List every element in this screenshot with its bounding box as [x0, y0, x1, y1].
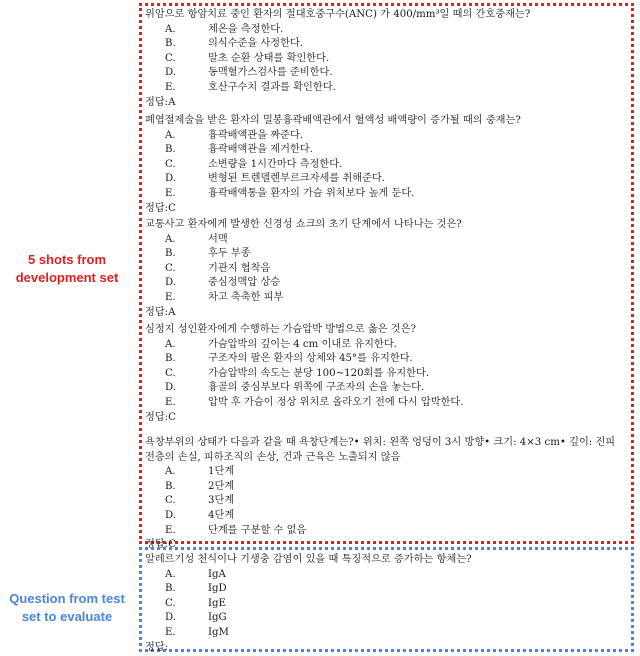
answer-option [145, 247, 628, 262]
question-text: 심정지 성인환자에게 수행하는 가슴압박 방법으로 옳은 것은? [145, 324, 416, 335]
option-letter: B. [165, 38, 176, 50]
answer-key: 정답:C [145, 411, 176, 423]
option-text: 흉곽배액통을 환자의 가슴 위치보다 높게 둔다. [208, 187, 415, 199]
question-block [145, 218, 628, 320]
option-text: 4단계 [208, 509, 235, 521]
answer-option [145, 143, 628, 158]
option-text: 압박 후 가슴이 정상 위치로 올라오기 전에 다시 압박한다. [208, 396, 464, 408]
option-letter: D. [165, 67, 177, 79]
option-text: 의식수준을 사정한다. [208, 38, 304, 50]
option-letter: A. [165, 338, 176, 350]
question-text: 위암으로 항암치료 중인 환자의 절대호중구수(ANC) 가 400/mm³일 때의 간호중재는? [145, 9, 531, 20]
answer-key: 정답: [145, 641, 169, 653]
answer-key: 정답:C [145, 539, 176, 551]
option-letter: E. [165, 524, 176, 536]
answer-option [145, 494, 628, 509]
question-text: 폐엽절제술을 받은 환자의 밀봉흉곽배액관에서 혈액성 배액량이 증가될 때의 중재는? [145, 115, 521, 126]
option-text: 구조자의 팔은 환자의 상체와 45°를 유지한다. [208, 353, 413, 365]
option-letter: D. [165, 382, 177, 394]
option-letter: D. [165, 277, 177, 289]
dev-shots-label-line-2: development set [15, 270, 119, 285]
answer-option [145, 381, 628, 396]
answer-option [145, 23, 628, 38]
option-letter: A. [165, 129, 176, 141]
option-text: IgD [208, 583, 227, 595]
option-text: 차고 축축한 피부 [208, 291, 284, 303]
option-letter: E. [165, 187, 176, 199]
option-letter: C. [165, 367, 176, 379]
answer-option [145, 396, 628, 411]
question-block [145, 8, 628, 110]
test-question-label-line-1: Question from test [9, 591, 125, 606]
answer-option [145, 276, 628, 291]
option-letter: E. [165, 291, 176, 303]
option-text: 가슴압박의 깊이는 4 cm 이내로 유지한다. [208, 338, 397, 350]
option-letter: E. [165, 626, 176, 638]
option-letter: B. [165, 480, 176, 492]
dev-shots-label-line-1: 5 shots from [27, 252, 106, 267]
option-letter: C. [165, 158, 176, 170]
answer-key: 정답:A [145, 306, 176, 318]
answer-option [145, 172, 628, 187]
answer-option [145, 582, 628, 597]
answer-option [145, 480, 628, 495]
option-text: 말초 순환 상태를 확인한다. [208, 52, 330, 64]
question-text: 전층의 손실, 피하조직의 손상, 건과 근육은 노출되지 않음 [145, 451, 401, 463]
answer-option [145, 338, 628, 353]
option-text: 가슴압박의 속도는 분당 100∼120회를 유지한다. [208, 367, 430, 379]
option-text: 2단계 [208, 480, 235, 492]
dev-shots-box [139, 3, 634, 551]
option-text: IgG [208, 612, 227, 624]
test-question-label-line-2: set to evaluate [21, 609, 113, 624]
answer-option [145, 291, 628, 306]
question-block [145, 114, 628, 216]
answer-option [145, 37, 628, 52]
option-text: 중심정맥압 상승 [208, 277, 281, 289]
answer-option [145, 524, 628, 539]
question-text: 교통사고 환자에게 발생한 신경성 쇼크의 초기 단계에서 나타나는 것은? [145, 219, 462, 230]
option-letter: A. [165, 233, 176, 245]
option-text: IgM [208, 626, 229, 638]
test-question-box [139, 547, 634, 652]
option-letter: A. [165, 568, 176, 580]
answer-option [145, 597, 628, 612]
question-block [145, 553, 628, 655]
option-text: 기관지 협착음 [208, 262, 271, 274]
answer-option [145, 233, 628, 248]
answer-option [145, 129, 628, 144]
answer-key: 정답:C [145, 202, 176, 214]
answer-option [145, 465, 628, 480]
option-text: 3단계 [208, 495, 235, 507]
option-letter: A. [165, 23, 176, 35]
option-text: 흉골의 중심부보다 위쪽에 구조자의 손을 놓는다. [208, 382, 425, 394]
option-letter: B. [165, 144, 176, 156]
option-text: 1단계 [208, 466, 235, 478]
option-letter: C. [165, 597, 176, 609]
question-text: 욕창부위의 상태가 다음과 같을 때 욕창단계는?• 위치: 왼쪽 엉덩이 3시 방향• 크기: 4×3 cm• 깊이: 진피 [145, 437, 616, 448]
question-text: 알레르기성 천식이나 기생충 감염이 있을 때 특징적으로 증가하는 항체는? [145, 554, 472, 565]
answer-option [145, 626, 628, 641]
dev-shots-label [0, 251, 134, 287]
option-letter: E. [165, 396, 176, 408]
option-text: 체온을 측정한다. [208, 23, 284, 35]
option-letter: D. [165, 173, 177, 185]
option-text: 동맥혈가스검사를 준비한다. [208, 67, 333, 79]
answer-option [145, 568, 628, 583]
option-text: 소변량을 1시간마다 측정한다. [208, 158, 343, 170]
option-letter: D. [165, 509, 177, 521]
answer-option [145, 611, 628, 626]
option-letter: C. [165, 495, 176, 507]
option-letter: C. [165, 52, 176, 64]
option-letter: D. [165, 612, 177, 624]
option-text: 흉곽배액관을 짜준다. [208, 129, 304, 141]
answer-option [145, 158, 628, 173]
option-text: 흉곽배액관을 제거한다. [208, 144, 313, 156]
option-text: 단계를 구분할 수 없음 [208, 524, 307, 536]
question-block [145, 323, 628, 425]
option-letter: B. [165, 583, 176, 595]
answer-option [145, 262, 628, 277]
option-text: 후두 부종 [208, 248, 251, 260]
option-text: IgE [208, 597, 226, 609]
option-text: 변형된 트렌델렌부르크자세를 취해준다. [208, 173, 386, 185]
test-question-label [0, 590, 134, 626]
option-letter: C. [165, 262, 176, 274]
option-letter: A. [165, 466, 176, 478]
answer-option [145, 81, 628, 96]
question-block [145, 436, 628, 553]
answer-key: 정답:A [145, 96, 176, 108]
answer-option [145, 367, 628, 382]
answer-option [145, 52, 628, 67]
option-letter: E. [165, 81, 176, 93]
option-letter: B. [165, 248, 176, 260]
option-text: IgA [208, 568, 226, 580]
option-text: 서맥 [208, 233, 228, 245]
option-letter: B. [165, 353, 176, 365]
answer-option [145, 509, 628, 524]
answer-option [145, 187, 628, 202]
answer-option [145, 66, 628, 81]
answer-option [145, 352, 628, 367]
option-text: 호산구수치 결과를 확인한다. [208, 81, 336, 93]
